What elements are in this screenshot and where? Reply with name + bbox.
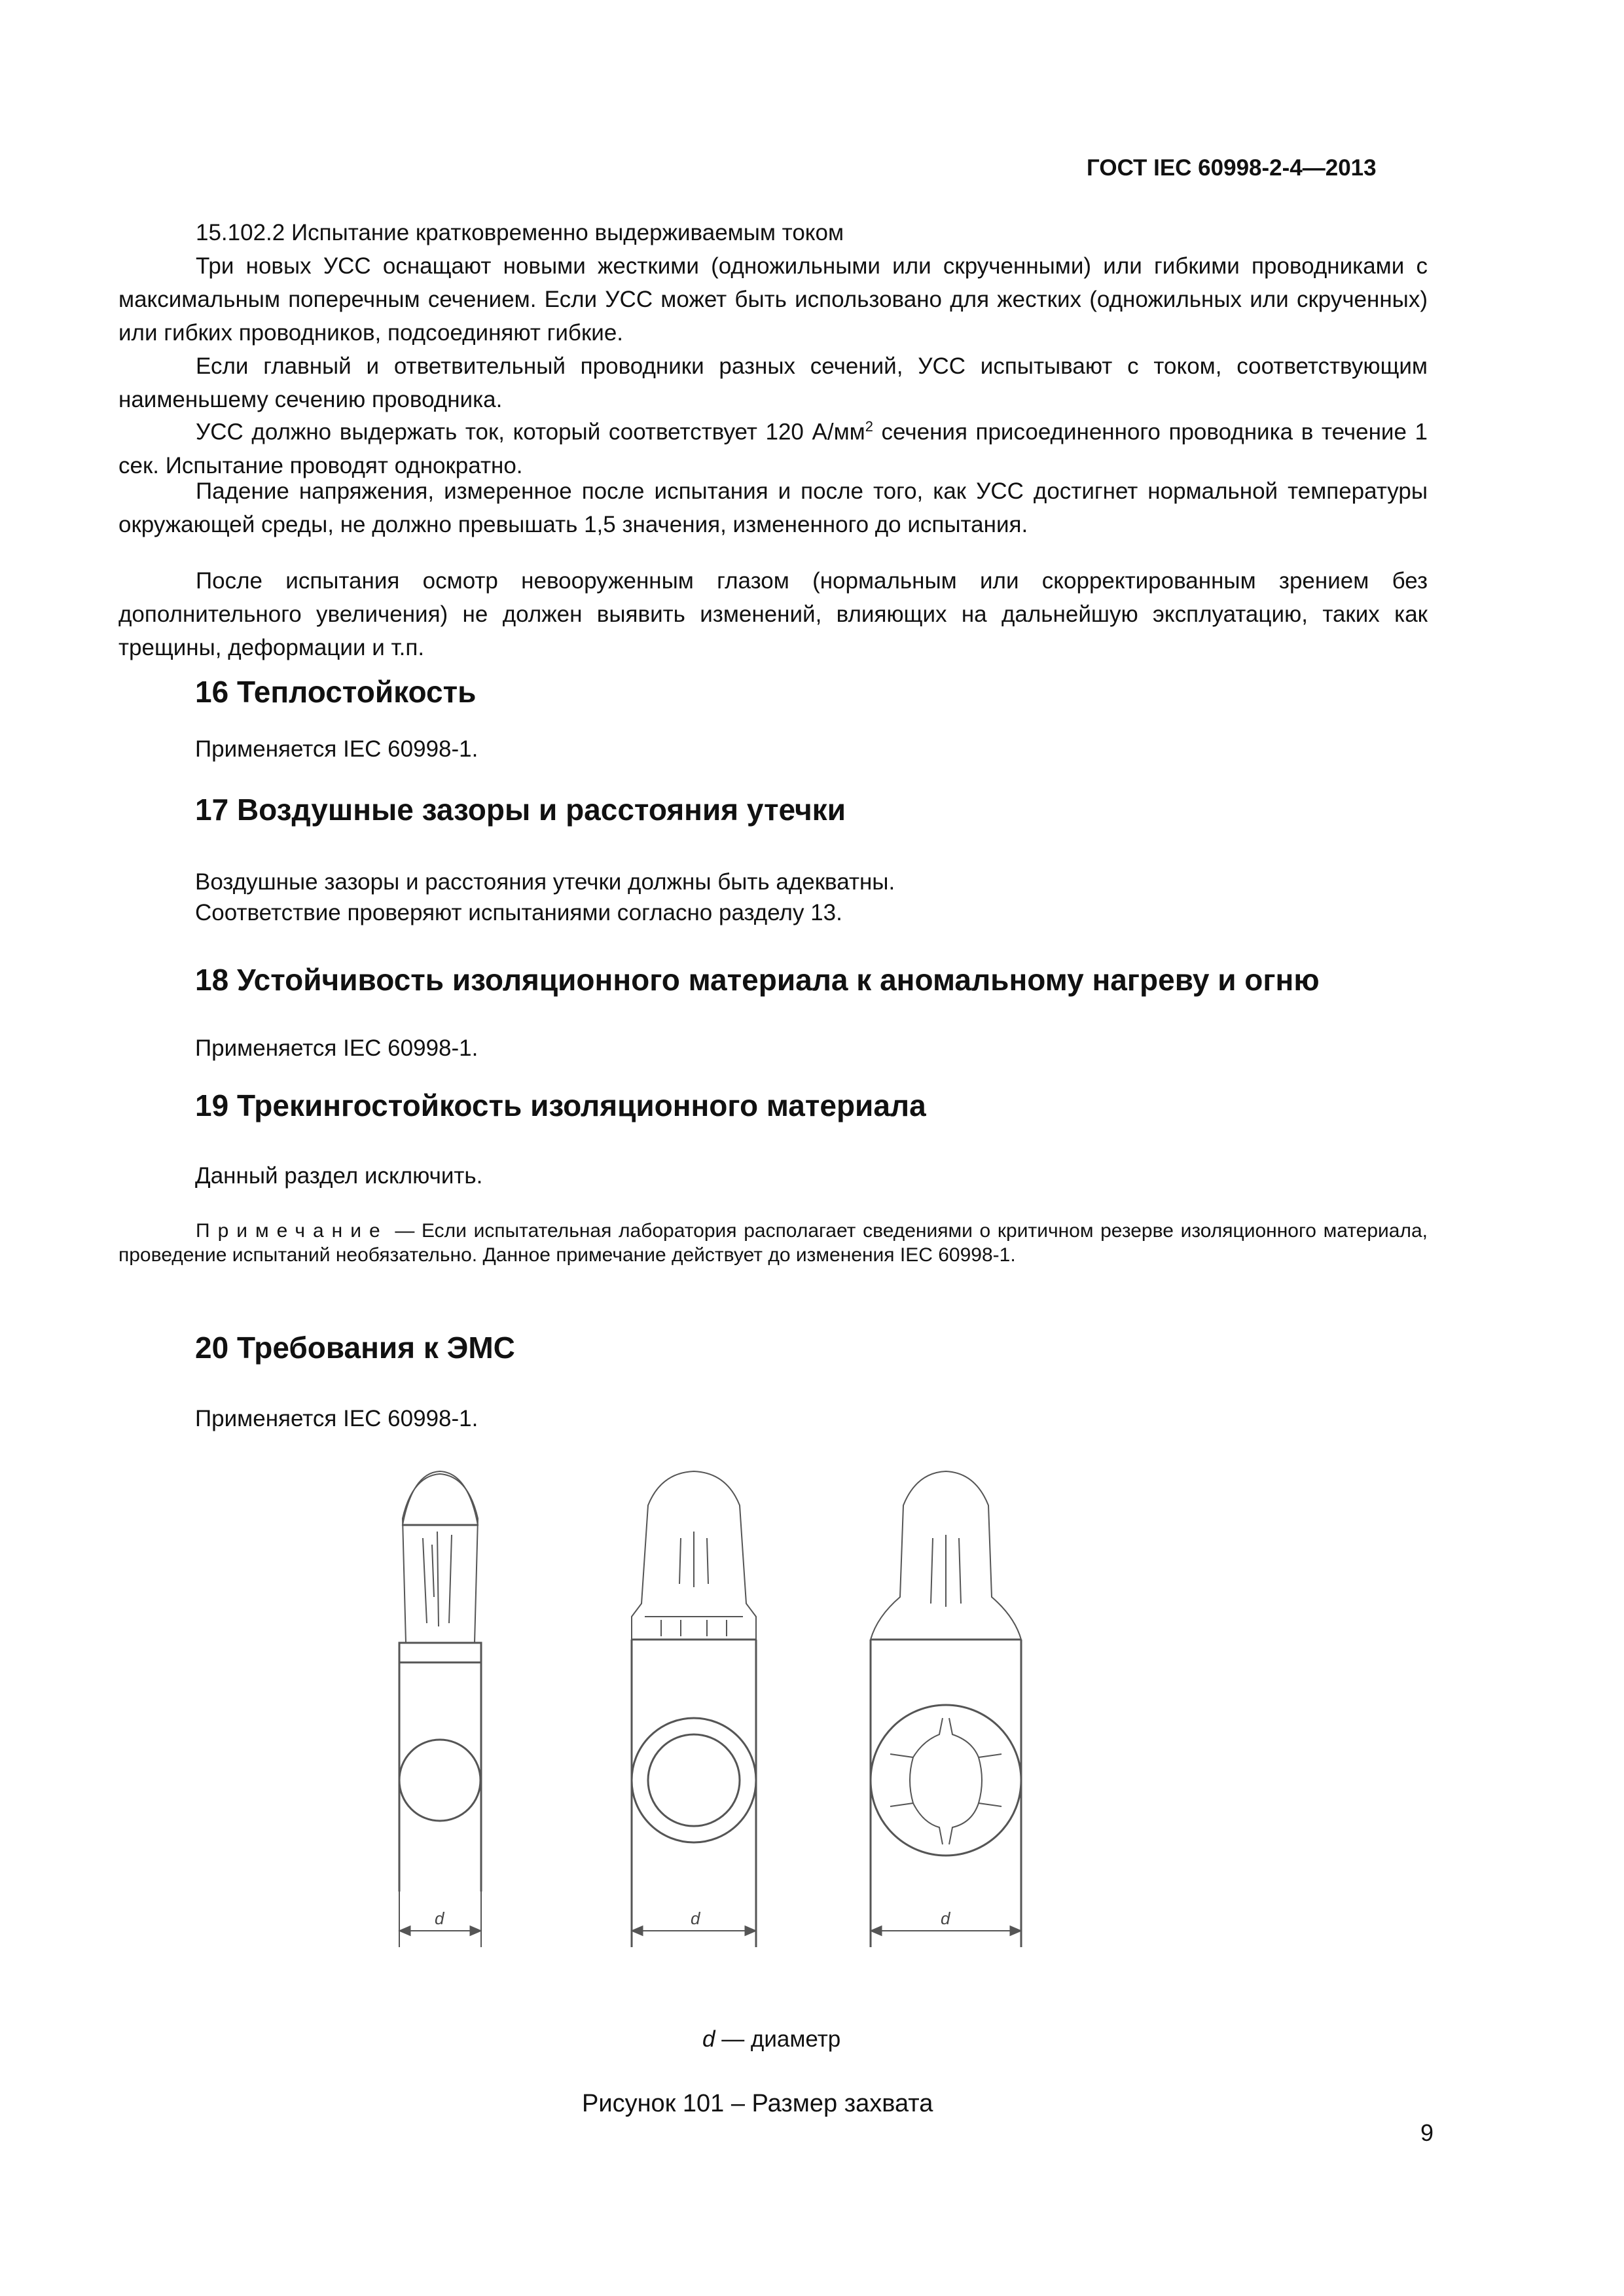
figure-legend (702, 2026, 840, 2053)
connector-ring-drawing (632, 1471, 756, 1947)
paragraph: Три новых УСС оснащают новыми жесткими (одножильными или скрученными) или гибкими проводниками с максимальным поперечным сечением. Если УСС может быть использовано для жестких (одножильных или скрученных) или гибких проводников, подсоединяют гибкие. (118, 253, 1428, 346)
paragraph: Данный раздел исключить. (195, 1163, 483, 1189)
paragraph-text: УСС должно выдержать ток, который соответствует 120 А/мм (196, 419, 865, 445)
legend-text: — диаметр (715, 2026, 841, 2052)
paragraph: Соответствие проверяют испытаниями согласно разделу 13. (195, 900, 842, 925)
paragraph: Применяется IEC 60998-1. (195, 1035, 478, 1061)
note (118, 1219, 1428, 1267)
dimension-label: d (435, 1909, 444, 1928)
legend-symbol: d (702, 2026, 715, 2052)
connector-split-ring-drawing (871, 1471, 1021, 1947)
dimension-label: d (691, 1909, 700, 1928)
paragraph: После испытания осмотр невооруженным глазом (нормальным или скорректированным зрением без дополнительного увеличения) не должен выявить изменений, влияющих на дальнейшую эксплуатацию, таких как трещины, деформации и т.п. (118, 568, 1428, 660)
superscript: 2 (865, 418, 873, 435)
figure-caption: Рисунок 101 – Размер захвата (582, 2090, 933, 2117)
page-number: 9 (1420, 2119, 1434, 2146)
section-heading: 18 Устойчивость изоляционного материала к аномальному нагреву и огню (195, 963, 1320, 997)
note-lead: Примечание (196, 1220, 388, 1242)
paragraph: Падение напряжения, измеренное после испытания и после того, как УСС достигнет нормальной температуры окружающей среды, не должно превышать 1,5 значения, измененного до испытания. (118, 478, 1428, 537)
section-heading: 20 Требования к ЭМС (195, 1331, 515, 1365)
subsection-title: 15.102.2 Испытание кратковременно выдерживаемым током (196, 220, 844, 245)
paragraph: Применяется IEC 60998-1. (195, 1406, 478, 1431)
note-text: — Если испытательная лаборатория располагает сведениями о критичном резерве изоляционного материала, проведение испытаний необязательно. Данное примечание действует до изменения IEC 60998-1. (118, 1220, 1428, 1266)
paragraph (118, 410, 1428, 482)
document-header: ГОСТ IEC 60998-2-4—2013 (1087, 155, 1377, 181)
figure-101-drawing (367, 1466, 1191, 2029)
connector-plain-drawing (399, 1471, 481, 1947)
dimension-label: d (941, 1909, 950, 1928)
section-heading: 16 Теплостойкость (195, 675, 477, 709)
paragraph: Воздушные зазоры и расстояния утечки должны быть адекватны. (195, 869, 895, 895)
section-heading: 19 Трекингостойкость изоляционного материала (195, 1088, 926, 1122)
section-heading: 17 Воздушные зазоры и расстояния утечки (195, 793, 846, 827)
paragraph: Если главный и ответвительный проводники разных сечений, УСС испытывают с током, соответствующим наименьшему сечению проводника. (118, 353, 1428, 412)
paragraph: Применяется IEC 60998-1. (195, 736, 478, 762)
paragraph-text: сечения присоединенного проводника в течение 1 сек. Испытание проводят однократно. (118, 419, 1428, 478)
